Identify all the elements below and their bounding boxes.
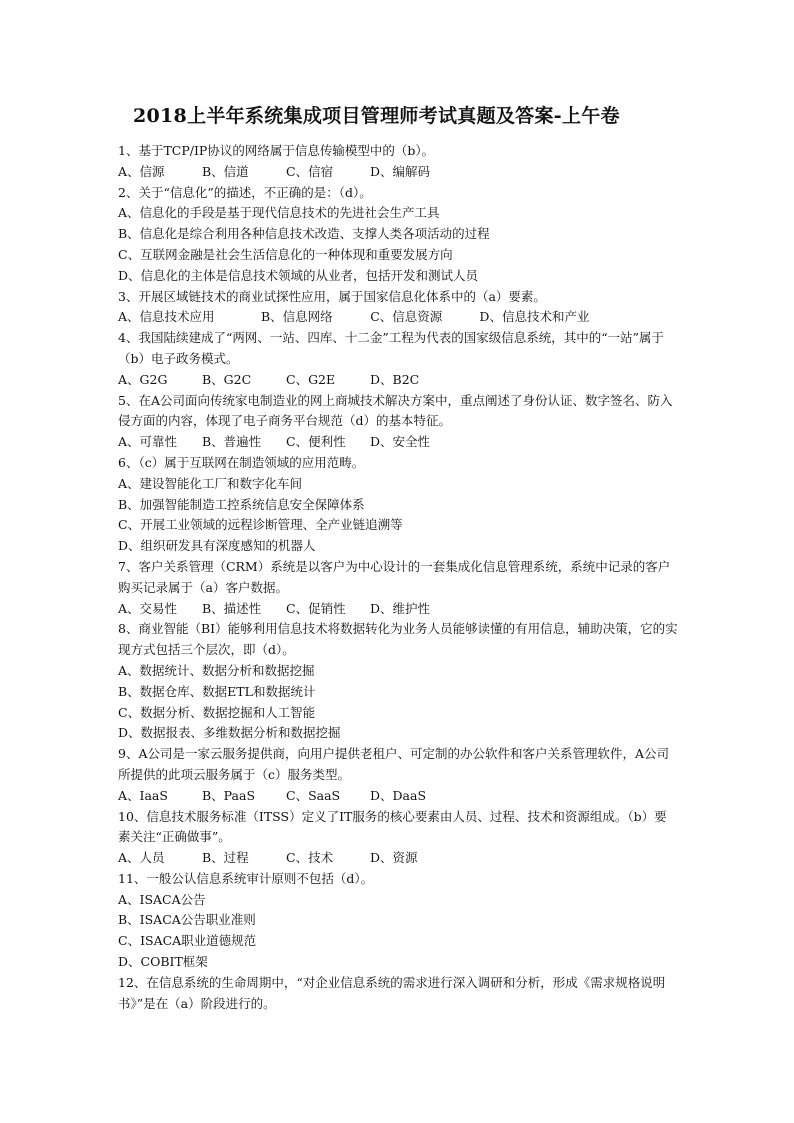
option-a: A、人员 — [118, 850, 165, 866]
option-c: C、G2E — [286, 371, 336, 387]
option-c: C、开展工业领域的远程诊断管理、全产业链追溯等 — [118, 517, 403, 533]
question-10 — [118, 807, 678, 869]
option-row — [118, 848, 678, 869]
option-a: A、信息技术应用 — [118, 309, 215, 325]
question-stem: 11、一般公认信息系统审计原则不包括（d）。 — [118, 870, 374, 886]
question-7 — [118, 557, 678, 619]
option-b: B、普遍性 — [202, 434, 262, 450]
question-stem: 3、开展区域链技术的商业试探性应用，属于国家信息化体系中的（a）要素。 — [118, 288, 546, 304]
option-d: D、数据报表、多维数据分析和数据挖掘 — [118, 725, 341, 741]
option-c: C、数据分析、数据挖掘和人工智能 — [118, 704, 316, 720]
option-a: A、交易性 — [118, 600, 178, 616]
option-c: C、SaaS — [286, 787, 341, 803]
option-c: C、ISACA职业道德规范 — [118, 933, 257, 949]
option-d: D、信息化的主体是信息技术领域的从业者，包括开发和测试人员 — [118, 267, 479, 283]
option-d: D、资源 — [370, 850, 418, 866]
option-list — [118, 203, 678, 286]
question-3 — [118, 287, 678, 329]
option-c: C、促销性 — [286, 600, 346, 616]
question-stem: 9、A公司是一家云服务提供商，向用户提供老租户、可定制的办公软件和客户关系管理软件，A公司所提供的此项云服务属于（c）服务类型。 — [118, 746, 670, 782]
option-list — [118, 474, 678, 557]
document-title: 2018上半年系统集成项目管理师考试真题及答案-上午卷 — [133, 105, 620, 127]
question-stem: 4、我国陆续建成了“两网、一站、四库、十二金”工程为代表的国家级信息系统，其中的“一站”属于（b）电子政务模式。 — [118, 330, 665, 366]
question-2 — [118, 183, 678, 287]
option-b: B、信息化是综合利用各种信息技术改造、支撑人类各项活动的过程 — [118, 226, 490, 242]
option-a: A、可靠性 — [118, 434, 178, 450]
option-a: A、数据统计、数据分析和数据挖掘 — [118, 662, 315, 678]
option-d: D、COBIT框架 — [118, 954, 208, 970]
document-page — [118, 103, 678, 1014]
option-row — [118, 307, 678, 328]
question-5 — [118, 391, 678, 453]
option-a: A、G2G — [118, 371, 168, 387]
question-list — [118, 141, 678, 1014]
option-c: C、信息资源 — [370, 309, 443, 325]
option-d: D、组织研发具有深度感知的机器人 — [118, 538, 316, 554]
option-row — [118, 432, 678, 453]
option-d: D、维护性 — [370, 600, 431, 616]
option-d: D、编解码 — [370, 163, 431, 179]
question-4 — [118, 328, 678, 390]
question-stem: 8、商业智能（BI）能够利用信息技术将数据转化为业务人员能够读懂的有用信息，辅助决策，它的实现方式包括三个层次，即（d）。 — [118, 621, 678, 658]
option-d: D、信息技术和产业 — [479, 309, 590, 325]
option-b: B、数据仓库、数据ETL和数据统计 — [118, 683, 316, 699]
question-stem: 1、基于TCP/IP协议的网络属于信息传输模型中的（b）。 — [118, 143, 435, 158]
question-1 — [118, 141, 678, 183]
question-6 — [118, 453, 678, 557]
option-c: C、互联网金融是社会生活信息化的一种体现和重要发展方向 — [118, 246, 453, 262]
option-a: A、信息化的手段是基于现代信息技术的先进社会生产工具 — [118, 205, 440, 221]
option-b: B、ISACA公告职业准则 — [118, 912, 256, 928]
option-row — [118, 599, 678, 620]
option-list — [118, 661, 678, 744]
option-b: B、G2C — [202, 371, 252, 387]
option-c: C、信宿 — [286, 163, 334, 179]
option-b: B、PaaS — [202, 787, 256, 803]
option-b: B、过程 — [202, 850, 249, 866]
question-stem: 7、客户关系管理（CRM）系统是以客户为中心设计的一套集成化信息管理系统，系统中记录的客户购买记录属于（a）客户数据。 — [118, 558, 671, 595]
option-b: B、加强智能制造工控系统信息安全保障体系 — [118, 496, 365, 512]
option-d: D、B2C — [370, 371, 420, 387]
option-a: A、IaaS — [118, 787, 168, 803]
option-row — [118, 162, 678, 183]
option-list — [118, 890, 678, 973]
question-12 — [118, 973, 678, 1015]
question-stem: 12、在信息系统的生命周期中，“对企业信息系统的需求进行深入调研和分析，形成《需求规格说明书》”是在（a）阶段进行的。 — [118, 974, 666, 1011]
option-a: A、ISACA公告 — [118, 891, 206, 907]
question-8 — [118, 619, 678, 744]
option-c: C、技术 — [286, 850, 334, 866]
option-row — [118, 370, 678, 391]
option-a: A、信源 — [118, 163, 165, 179]
option-b: B、描述性 — [202, 600, 262, 616]
option-d: D、DaaS — [370, 787, 427, 803]
option-d: D、安全性 — [370, 434, 431, 450]
option-a: A、建设智能化工厂和数字化车间 — [118, 475, 303, 491]
option-c: C、便利性 — [286, 434, 346, 450]
question-stem: 2、关于“信息化”的描述，不正确的是：（d）。 — [118, 184, 372, 200]
option-b: B、信息网络 — [260, 309, 333, 325]
question-11 — [118, 869, 678, 973]
option-b: B、信道 — [202, 163, 249, 179]
question-9 — [118, 744, 678, 806]
option-row — [118, 786, 678, 807]
question-stem: 6、（c）属于互联网在制造领域的应用范畴。 — [118, 454, 365, 470]
question-stem: 5、在A公司面向传统家电制造业的网上商城技术解决方案中，重点阐述了身份认证、数字签名、防入侵方面的内容，体现了电子商务平台规范（d）的基本特征。 — [118, 392, 673, 429]
question-stem: 10、信息技术服务标准（ITSS）定义了IT服务的核心要素由人员、过程、技术和资源组成。（b）要素关注“正确做事”。 — [118, 808, 667, 845]
